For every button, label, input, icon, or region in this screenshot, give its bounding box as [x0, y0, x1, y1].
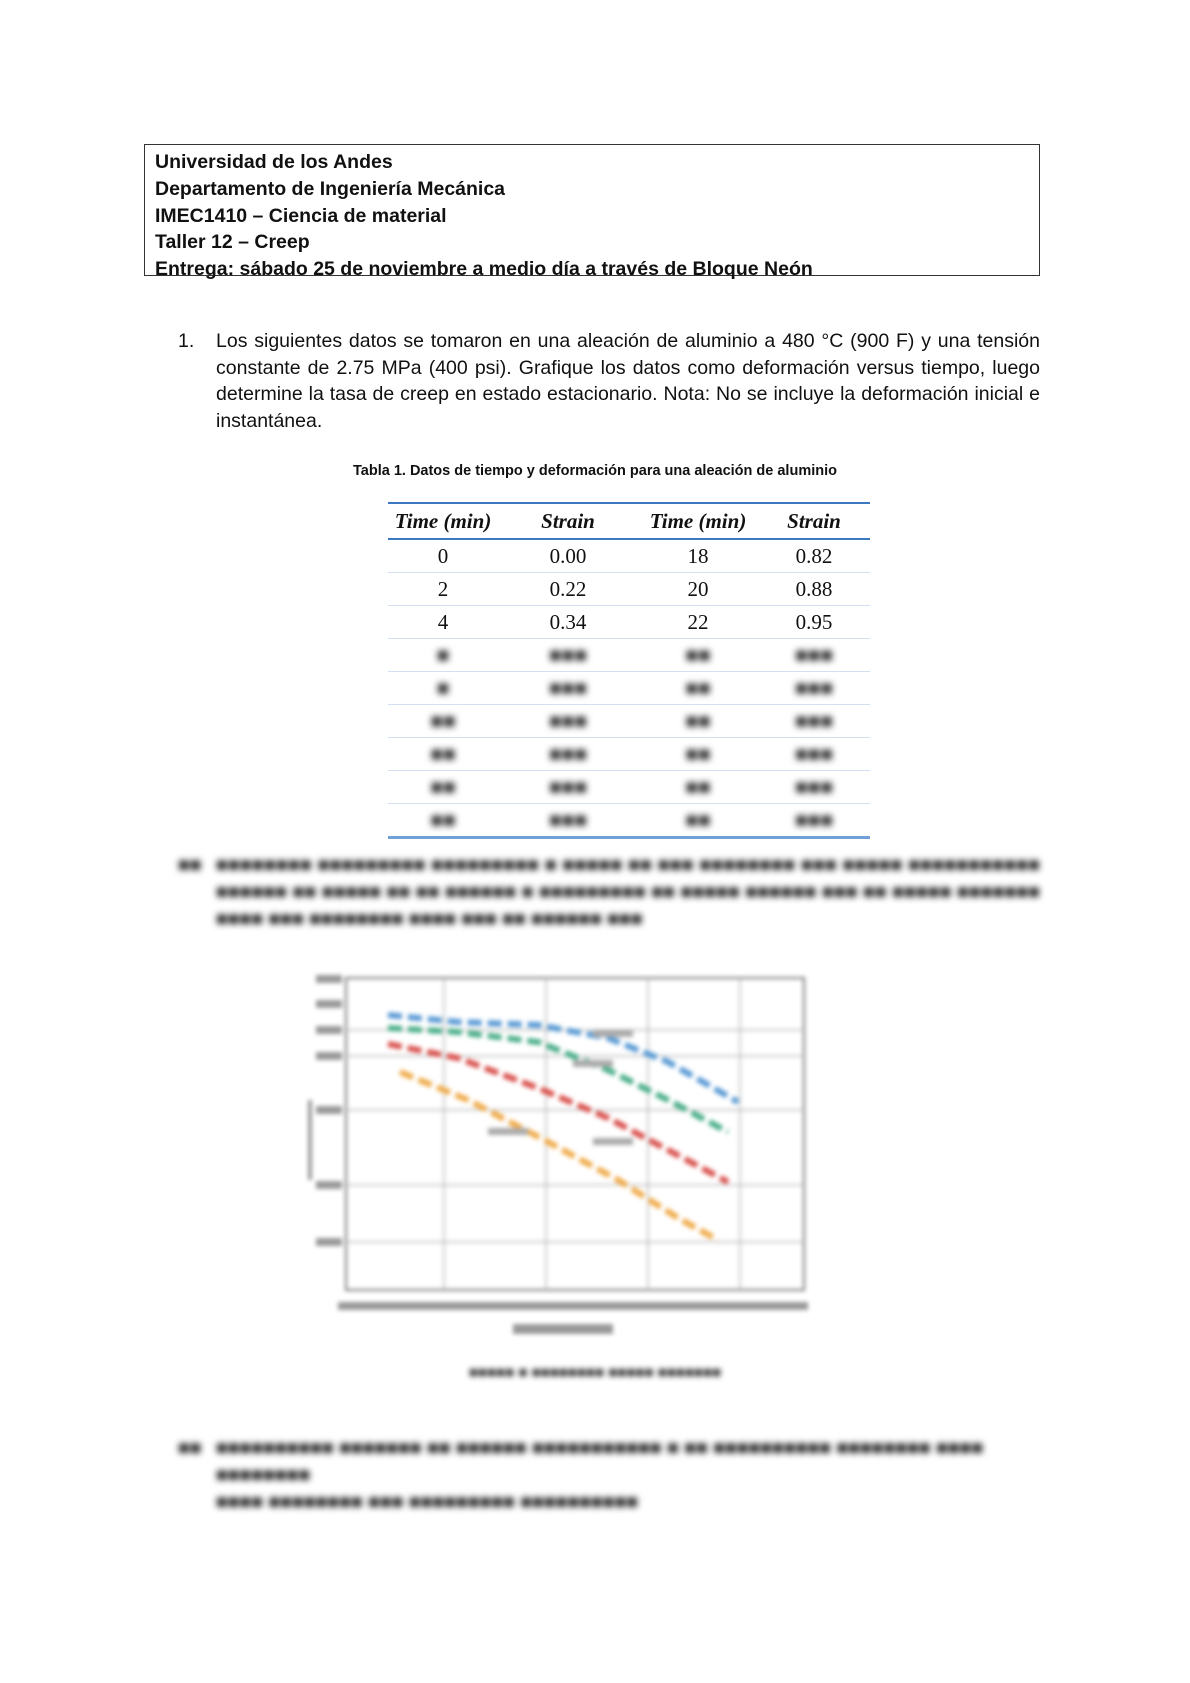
question-2-text-blurred: ■■■■■■■■ ■■■■■■■■■ ■■■■■■■■■ ■ ■■■■■ ■■ ■■■ ■■■■■■■■ ■■■ ■■■■■ ■■■■■■■■■■■ ■■■■■■ ■■ ■■■■■ ■■ ■■ ■■■■■■ ■ ■■■■■■■■■ ■■ ■■■■■ ■■■■■■ ■■■ ■■ ■■■■■ ■■■■■■■ ■■■■ ■■■ ■■■■■■■■ ■■■■ ■■■ ■■ ■■■■■■ ■■■	[216, 854, 1040, 930]
table-cell: 22	[687, 609, 709, 634]
table-cell: 20	[687, 576, 709, 601]
time-strain-table	[388, 502, 870, 839]
table-row-illegible	[388, 639, 870, 672]
table-cell-blurred: ■■	[685, 741, 711, 766]
table-cell-blurred: ■■	[685, 642, 711, 667]
table-cell-blurred: ■■■	[794, 741, 834, 766]
plot-frame	[346, 978, 804, 1290]
question-1-text: Los siguientes datos se tomaron en una aleación de aluminio a 480 °C (900 F) y una tensión constante de 2.75 MPa (400 psi). Grafique los datos como deformación versus tiempo, luego determine la tasa de creep en estado estacionario. Nota: No se incluye la deformación inicial e instantánea.	[216, 330, 1040, 433]
question-2-number-blurred: ■■	[178, 854, 202, 876]
table-cell: 0.82	[795, 543, 833, 568]
table-header-cell: Time (min)	[649, 508, 747, 533]
figure-1-caption-blurred: ■■■■■ ■ ■■■■■■■■ ■■■■■ ■■■■■■■	[468, 1364, 722, 1381]
table-1-caption: Tabla 1. Datos de tiempo y deformación para una aleación de aluminio	[353, 463, 837, 479]
table-cell: 4	[437, 609, 449, 634]
question-1-number: 1.	[178, 330, 195, 352]
table-cell-blurred: ■■■	[548, 642, 588, 667]
table-row	[388, 573, 870, 606]
table-cell: 0.34	[549, 609, 587, 634]
table-row-illegible	[388, 705, 870, 738]
table-cell-blurred: ■■	[430, 807, 456, 832]
table-header-cell: Strain	[541, 508, 595, 533]
header-box	[144, 144, 1040, 281]
table-cell-blurred: ■■	[685, 774, 711, 799]
table-cell-blurred: ■	[436, 642, 450, 667]
table-row-illegible	[388, 804, 870, 838]
question-3-blurred	[178, 1435, 1040, 1516]
table-cell-blurred: ■■	[685, 675, 711, 700]
university-name: Universidad de los Andes	[155, 151, 393, 173]
table-cell-blurred: ■■■	[548, 741, 588, 766]
table-cell-blurred: ■■■	[794, 807, 834, 832]
table-header-cell: Strain	[787, 508, 841, 533]
stress-rupture-chart-blurred	[308, 970, 868, 1350]
table-cell-blurred: ■	[436, 675, 450, 700]
question-3-text-blurred: ■■■■■■■■■■ ■■■■■■■ ■■ ■■■■■■ ■■■■■■■■■■■ ■ ■■ ■■■■■■■■■■ ■■■■■■■■ ■■■■ ■■■■■■■■ ■■■■ ■■■■■■■■ ■■■ ■■■■■■■■■ ■■■■■■■■■■	[216, 1437, 984, 1513]
table-cell-blurred: ■■	[430, 741, 456, 766]
table-cell: 0	[437, 543, 449, 568]
table-cell-blurred: ■■	[430, 774, 456, 799]
table-cell-blurred: ■■	[430, 708, 456, 733]
table-row	[388, 606, 870, 639]
table-cell: 18	[687, 543, 709, 568]
table-cell: 0.95	[795, 609, 833, 634]
table-header-row	[388, 503, 870, 539]
table-cell: 2	[437, 576, 449, 601]
table-cell-blurred: ■■■	[794, 774, 834, 799]
table-cell: 0.00	[549, 543, 587, 568]
department-name: Departamento de Ingeniería Mecánica	[155, 177, 506, 200]
table-cell-blurred: ■■	[685, 708, 711, 733]
question-2-blurred	[178, 852, 1040, 933]
table-cell-blurred: ■■■	[794, 675, 834, 700]
table-cell-blurred: ■■■	[548, 675, 588, 700]
table-cell-blurred: ■■	[685, 807, 711, 832]
table-row-illegible	[388, 771, 870, 804]
deadline-text: Entrega: sábado 25 de noviembre a medio día a través de Bloque Neón	[155, 258, 813, 281]
table-cell-blurred: ■■■	[548, 708, 588, 733]
table-cell-blurred: ■■■	[548, 774, 588, 799]
table-header-cell: Time (min)	[394, 508, 492, 533]
table-row-illegible	[388, 672, 870, 705]
table-cell-blurred: ■■■	[794, 642, 834, 667]
workshop-title: Taller 12 – Creep	[155, 231, 310, 254]
figure-1-blurred	[308, 970, 868, 1350]
table-row	[388, 539, 870, 573]
table-cell: 0.88	[795, 576, 833, 601]
table-1	[388, 502, 870, 839]
question-1	[178, 328, 1040, 435]
table-cell: 0.22	[549, 576, 587, 601]
table-row-illegible	[388, 738, 870, 771]
question-3-number-blurred: ■■	[178, 1437, 202, 1459]
table-cell-blurred: ■■■	[548, 807, 588, 832]
course-name: IMEC1410 – Ciencia de material	[155, 204, 447, 227]
table-cell-blurred: ■■■	[794, 708, 834, 733]
